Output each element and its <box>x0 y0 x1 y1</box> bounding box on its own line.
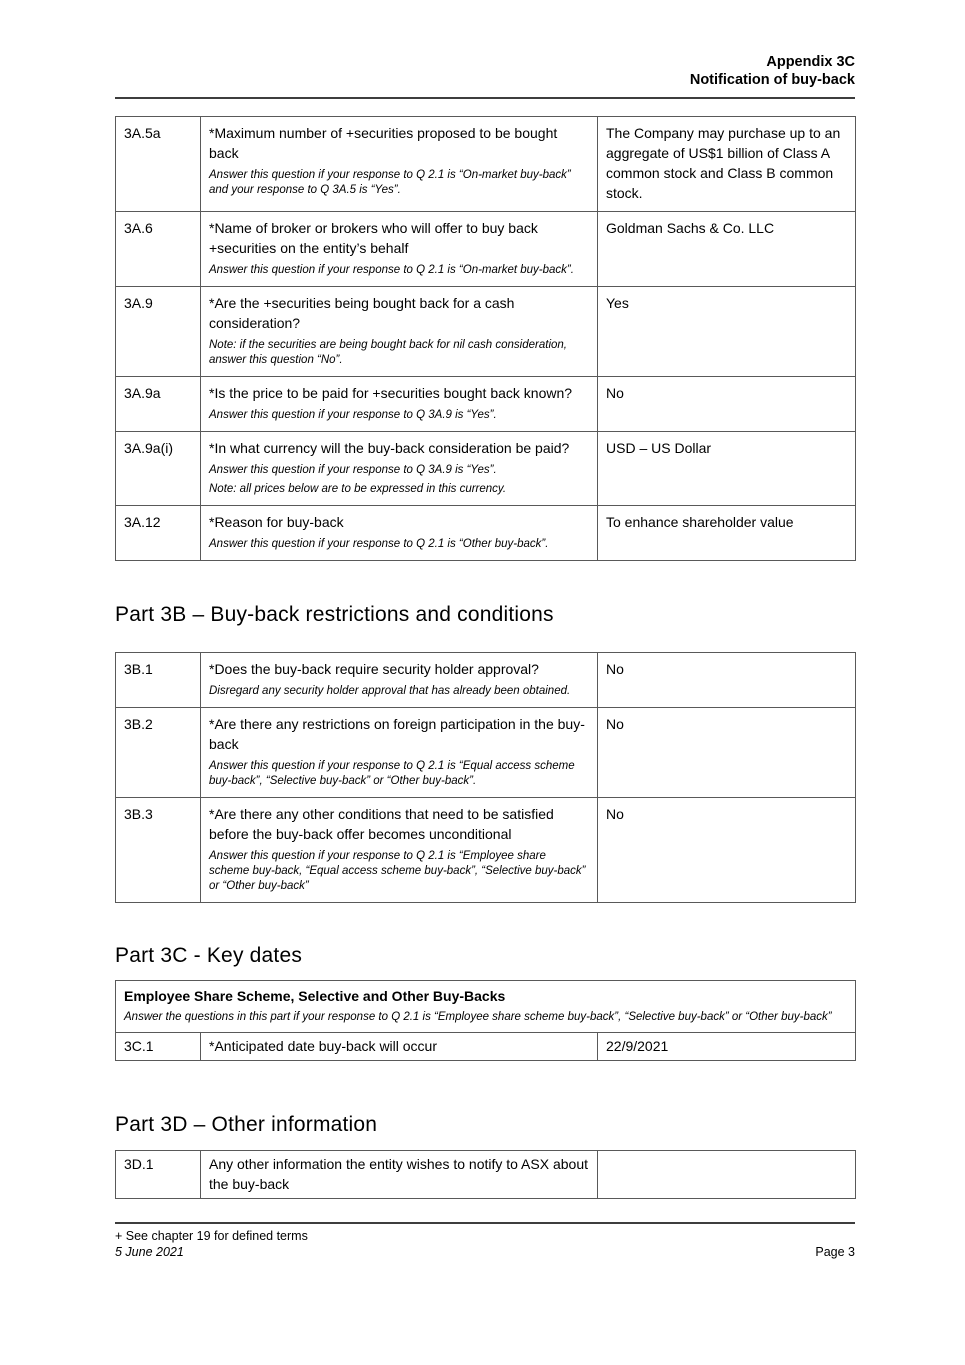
part3b-heading: Part 3B – Buy-back restrictions and conditions <box>115 603 554 626</box>
question-text: *Maximum number of +securities proposed to be bought back <box>209 125 558 161</box>
banner-title: Employee Share Scheme, Selective and Other Buy-Backs <box>124 988 506 1004</box>
row-question <box>201 506 598 561</box>
row-question <box>201 432 598 506</box>
row-code: 3B.1 <box>116 653 201 708</box>
table-row <box>116 653 856 708</box>
banner-cell <box>116 981 856 1033</box>
row-code: 3B.2 <box>116 708 201 798</box>
row-question <box>201 377 598 432</box>
question-text: *Are there any other conditions that need to be satisfied before the buy-back offer becomes unconditional <box>209 806 554 842</box>
table-row <box>116 287 856 377</box>
row-answer: No <box>598 708 856 798</box>
footer-row <box>115 1244 855 1260</box>
row-question <box>201 708 598 798</box>
banner-row <box>116 981 856 1033</box>
row-question <box>201 1151 598 1199</box>
question-text: *In what currency will the buy-back consideration be paid? <box>209 440 570 456</box>
question-text: *Are there any restrictions on foreign participation in the buy-back <box>209 716 585 752</box>
row-code: 3B.3 <box>116 798 201 903</box>
table-row <box>116 117 856 212</box>
question-note: Answer this question if your response to Q 2.1 is “Employee share scheme buy-back, “Equal access scheme buy-back”, “Selective buy-back” or “Other buy-back” <box>209 850 586 892</box>
table-row <box>116 377 856 432</box>
row-answer: 22/9/2021 <box>598 1033 856 1061</box>
part3c-heading: Part 3C - Key dates <box>115 944 303 967</box>
row-answer: Goldman Sachs & Co. LLC <box>598 212 856 287</box>
question-note: Answer this question if your response to Q 2.1 is “On-market buy-back” and your response to Q 3A.5 is “Yes”. <box>209 169 571 196</box>
question-note: Note: all prices below are to be expressed in this currency. <box>209 483 507 495</box>
page-header <box>115 53 855 99</box>
row-answer: Yes <box>598 287 856 377</box>
row-code: 3A.9 <box>116 287 201 377</box>
question-text: *Name of broker or brokers who will offer to buy back +securities on the entity’s behalf <box>209 220 538 256</box>
table-row <box>116 1033 856 1061</box>
row-code: 3A.12 <box>116 506 201 561</box>
question-note: Answer this question if your response to Q 3A.9 is “Yes”. <box>209 409 497 421</box>
table-row <box>116 432 856 506</box>
table-row <box>116 506 856 561</box>
table-row <box>116 1151 856 1199</box>
question-note: Answer this question if your response to Q 2.1 is “On-market buy-back”. <box>209 264 574 276</box>
row-question <box>201 117 598 212</box>
row-code: 3A.9a(i) <box>116 432 201 506</box>
page-number: Page 3 <box>815 1245 855 1259</box>
part3d-heading: Part 3D – Other information <box>115 1113 378 1136</box>
question-note: Disregard any security holder approval that has already been obtained. <box>209 685 571 697</box>
row-answer: To enhance shareholder value <box>598 506 856 561</box>
row-answer: USD – US Dollar <box>598 432 856 506</box>
row-question <box>201 653 598 708</box>
part3b-table <box>115 652 856 903</box>
question-text: *Is the price to be paid for +securities bought back known? <box>209 385 573 401</box>
part3a-table <box>115 116 856 561</box>
row-question <box>201 212 598 287</box>
question-text: *Reason for buy-back <box>209 514 344 530</box>
header-title-line1: Appendix 3C <box>766 54 855 70</box>
row-code: 3A.5a <box>116 117 201 212</box>
banner-note: Answer the questions in this part if your response to Q 2.1 is “Employee share scheme buy-back”, “Selective buy-back” or “Other buy-back” <box>124 1011 832 1023</box>
row-question <box>201 1033 598 1061</box>
header-title-line2: Notification of buy-back <box>689 72 855 88</box>
question-text: *Are the +securities being bought back for a cash consideration? <box>209 295 515 331</box>
question-note: Answer this question if your response to Q 2.1 is “Equal access scheme buy-back”, “Selective buy-back” or “Other buy-back”. <box>209 760 575 787</box>
question-text: *Does the buy-back require security holder approval? <box>209 661 539 677</box>
row-question <box>201 287 598 377</box>
question-note: Answer this question if your response to Q 2.1 is “Other buy-back”. <box>209 538 549 550</box>
question-note: Answer this question if your response to Q 3A.9 is “Yes”. <box>209 464 497 476</box>
row-code: 3D.1 <box>116 1151 201 1199</box>
row-code: 3A.9a <box>116 377 201 432</box>
defined-terms-note: + See chapter 19 for defined terms <box>115 1229 308 1243</box>
question-text: Any other information the entity wishes to notify to ASX about the buy-back <box>209 1156 588 1192</box>
row-code: 3C.1 <box>116 1033 201 1061</box>
part3c-table <box>115 980 856 1061</box>
row-answer: No <box>598 653 856 708</box>
question-text: *Anticipated date buy-back will occur <box>209 1038 438 1054</box>
row-code: 3A.6 <box>116 212 201 287</box>
table-row <box>116 708 856 798</box>
table-row <box>116 798 856 903</box>
row-answer: The Company may purchase up to an aggregate of US$1 billion of Class A common stock and Class B common stock. <box>598 117 856 212</box>
part3d-table <box>115 1150 856 1199</box>
row-question <box>201 798 598 903</box>
footer <box>115 1222 855 1260</box>
row-answer <box>598 1151 856 1199</box>
table-row <box>116 212 856 287</box>
row-answer: No <box>598 377 856 432</box>
document-date: 5 June 2021 <box>115 1245 184 1259</box>
question-note: Note: if the securities are being bought back for nil cash consideration, answer this question “No”. <box>209 339 567 366</box>
row-answer: No <box>598 798 856 903</box>
